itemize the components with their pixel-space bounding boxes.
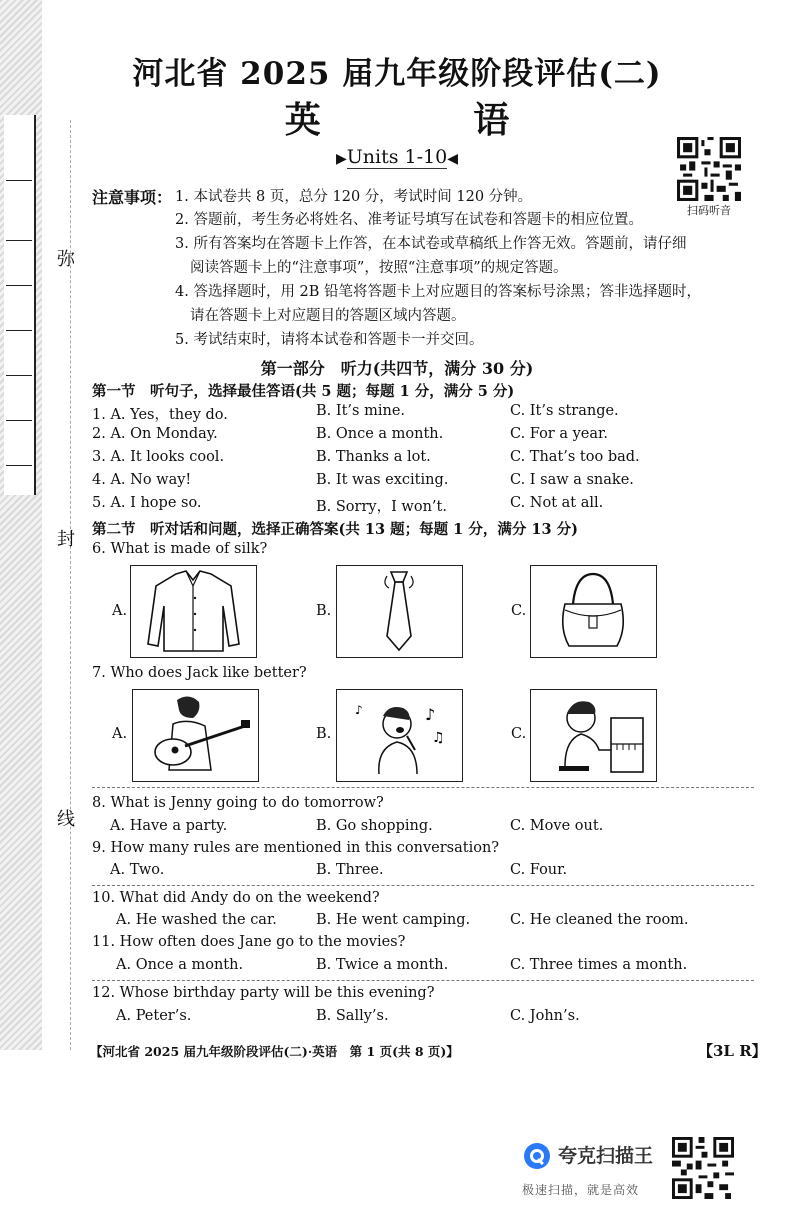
pic-label: B. [316,726,332,742]
pic-label: C. [511,603,527,619]
divider [92,980,754,981]
pic-label: C. [511,726,527,742]
option-c: C. It’s strange. [510,403,619,419]
svg-text:♪: ♪ [425,705,436,724]
option-b: B. Thanks a lot. [316,449,431,465]
option-b: B. Twice a month. [316,957,449,973]
svg-text:♪: ♪ [355,703,363,717]
option-c: C. For a year. [510,426,608,442]
notice-item: 3. 所有答案均在答题卡上作答，在本试卷或草稿纸上作答无效。答题前，请仔细 [175,236,687,252]
option-a: A. Peter’s. [116,1008,192,1024]
option-a: 3. A. It looks cool. [92,449,225,465]
triangle-left-icon: ◀ [447,151,458,167]
pic-label: B. [316,603,332,619]
option-c: C. Three times a month. [510,957,688,973]
singer-picture [336,689,463,782]
question-11: 11. How often does Jane go to the movies? [92,934,406,950]
notice-item: 1. 本试卷共 8 页，总分 120 分，考试时间 120 分钟。 [175,189,533,205]
option-a: 2. A. On Monday. [92,426,218,442]
page-footer: 【河北省 2025 届九年级阶段评估(二)·英语 第 1 页(共 8 页)】 [90,1044,459,1059]
option-c: C. Not at all. [510,495,604,511]
option-c: C. John’s. [510,1008,580,1024]
exam-code: 【3L R】 [698,1042,767,1060]
option-c: C. He cleaned the room. [510,912,689,928]
option-b: B. Once a month. [316,426,444,442]
triangle-right-icon: ▶ [336,151,347,167]
margin-tick [6,240,32,241]
shirt-picture [130,565,257,658]
subject-text: 英 语 [284,99,580,141]
notice-item: 阅读答题卡上的“注意事项”，按照“注意事项”的规定答题。 [190,260,568,276]
qr-caption: 扫码听音 [687,204,731,217]
units-text: Units 1-10 [346,146,448,168]
subject-title [0,92,794,143]
option-b: B. Sorry，I won’t. [316,499,447,515]
option-a: A. Have a party. [110,818,228,834]
option-a: 5. A. I hope so. [92,495,202,511]
section-title: 第二节 听对话和问题，选择正确答案(共 13 题；每题 1 分，满分 13 分) [92,521,578,538]
scanner-tagline: 极速扫描，就是高效 [522,1183,640,1197]
question-7: 7. Who does Jack like better? [92,665,307,681]
option-c: C. I saw a snake. [510,472,634,488]
option-b: B. It was exciting. [316,472,449,488]
option-c: C. Move out. [510,818,604,834]
question-6: 6. What is made of silk? [92,541,268,557]
option-b: B. Go shopping. [316,818,433,834]
tie-picture [336,565,463,658]
pic-label: A. [112,603,128,619]
svg-text:♫: ♫ [432,730,445,746]
binding-margin-box [4,115,36,495]
option-b: B. It’s mine. [316,403,406,419]
notice-item: 4. 答选择题时，用 2B 铅笔将答题卡上对应题目的答案标号涂黑；答非选择题时， [175,284,702,300]
divider [92,885,754,886]
margin-tick [6,180,32,181]
qr-code-icon[interactable] [672,1137,734,1199]
seal-char-1: 弥 [57,249,75,270]
option-b: B. Sally’s. [316,1008,389,1024]
units-range [0,146,794,168]
option-b: B. Three. [316,862,384,878]
notice-item: 请在答题卡上对应题目的答题区域内答题。 [190,308,466,324]
seal-char-2: 封 [57,529,75,550]
part-title: 第一部分 听力(共四节，满分 30 分) [260,359,534,378]
margin-tick [6,420,32,421]
handbag-picture [530,565,657,658]
seal-char-3: 线 [57,809,75,830]
notice-item: 5. 考试结束时，请将本试卷和答题卡一并交回。 [175,332,484,348]
option-c: C. Four. [510,862,568,878]
section-title: 第一节 听句子，选择最佳答语(共 5 题；每题 1 分，满分 5 分) [92,383,515,400]
question-9: 9. How many rules are mentioned in this conversation? [92,840,500,856]
notice-item: 2. 答题前，考生务必将姓名、准考证号填写在试卷和答题卡的相应位置。 [175,212,643,228]
option-a: 1. A. Yes，they do. [92,407,228,423]
pic-label: A. [112,726,128,742]
margin-tick [6,330,32,331]
exam-title: 河北省 2025 届九年级阶段评估(二) [132,56,662,92]
scanner-logo-icon [522,1141,552,1171]
guitar-player-picture [132,689,259,782]
option-a: 4. A. No way! [92,472,192,488]
margin-tick [6,465,32,466]
option-a: A. Once a month. [116,957,244,973]
question-8: 8. What is Jenny going to do tomorrow? [92,795,384,811]
option-a: A. Two. [110,862,165,878]
question-12: 12. Whose birthday party will be this evening? [92,985,435,1001]
option-a: A. He washed the car. [116,912,277,928]
question-10: 10. What did Andy do on the weekend? [92,890,380,906]
divider [92,787,754,788]
option-c: C. That’s too bad. [510,449,640,465]
scanner-name: 夸克扫描王 [558,1145,654,1167]
notice-label: 注意事项： [92,188,173,207]
option-b: B. He went camping. [316,912,471,928]
margin-tick [6,285,32,286]
piano-player-picture [530,689,657,782]
